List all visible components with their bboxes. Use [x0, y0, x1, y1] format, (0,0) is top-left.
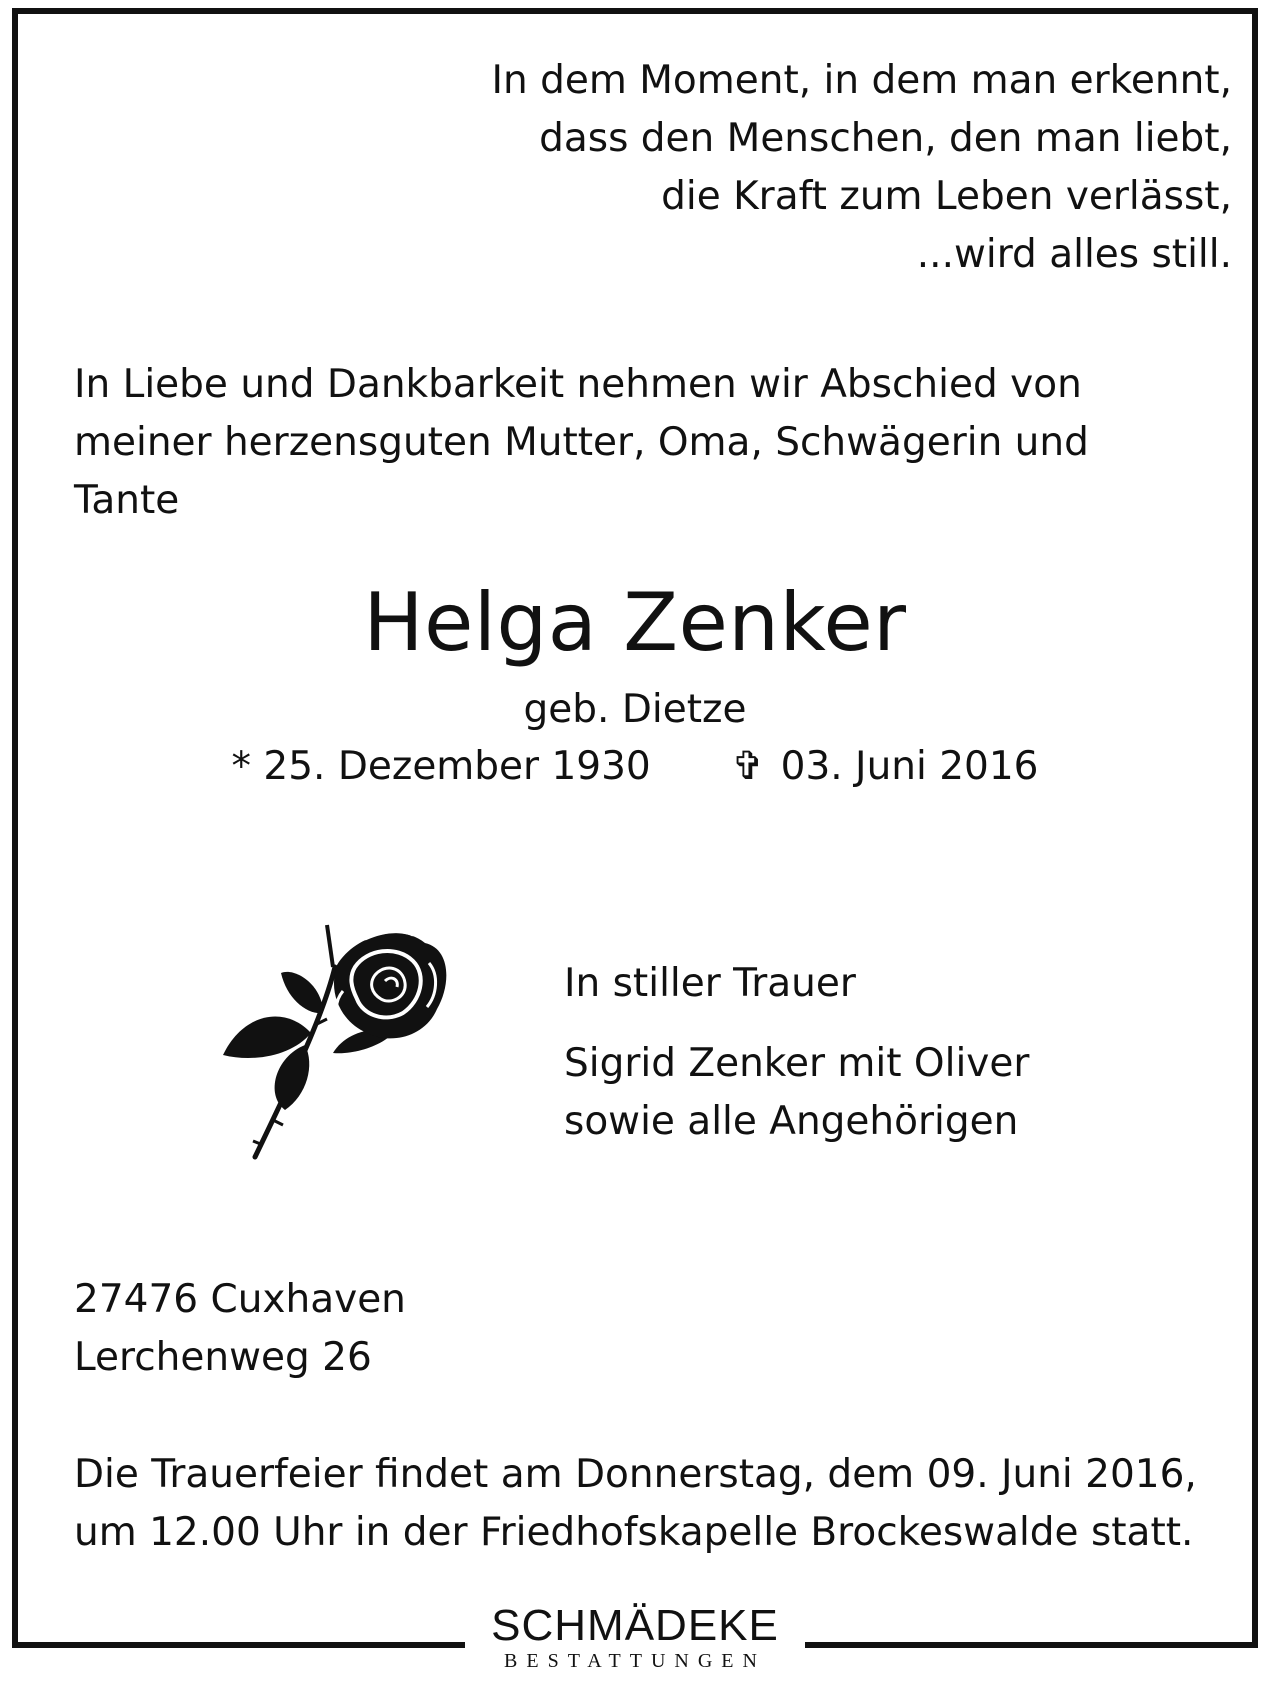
address-street: Lerchenweg 26: [74, 1335, 372, 1380]
farewell-intro: [74, 356, 1174, 530]
deceased-name: Helga Zenker: [363, 576, 907, 669]
cross-icon: ✞: [731, 744, 765, 789]
address-block: [74, 1271, 406, 1387]
maiden-name: geb. Dietze: [523, 687, 747, 732]
logo-subtitle: BESTATTUNGEN: [504, 1650, 766, 1672]
funeral-home-logo: [465, 1600, 805, 1681]
death-date: 03. Juni 2016: [780, 744, 1039, 789]
mourners-block: [564, 955, 1029, 1151]
intro-line: Tante: [74, 478, 180, 523]
service-line: Die Trauerfeier findet am Donnerstag, dem 09. Juni 2016,: [74, 1452, 1197, 1497]
birth-date: * 25. Dezember 1930: [231, 744, 651, 789]
memorial-quote: [492, 52, 1233, 284]
intro-line: In Liebe und Dankbarkeit nehmen wir Abschied von: [74, 362, 1082, 407]
mourners-heading: In stiller Trauer: [564, 961, 856, 1006]
life-dates: [0, 742, 1270, 792]
quote-line: dass den Menschen, den man liebt,: [539, 116, 1232, 161]
logo-name: SCHMÄDEKE: [491, 1601, 779, 1650]
quote-line: die Kraft zum Leben verlässt,: [661, 174, 1232, 219]
mourner-line: Sigrid Zenker mit Oliver: [564, 1041, 1030, 1086]
service-line: um 12.00 Uhr in der Friedhofskapelle Brockeswalde statt.: [74, 1510, 1194, 1555]
quote-line: In dem Moment, in dem man erkennt,: [491, 58, 1232, 103]
rose-icon: [215, 905, 475, 1165]
funeral-service-notice: [74, 1446, 1197, 1562]
intro-line: meiner herzensguten Mutter, Oma, Schwägerin und: [74, 420, 1089, 465]
address-city: 27476 Cuxhaven: [74, 1277, 406, 1322]
mourner-line: sowie alle Angehörigen: [564, 1099, 1019, 1144]
quote-line: ...wird alles still.: [916, 232, 1232, 277]
